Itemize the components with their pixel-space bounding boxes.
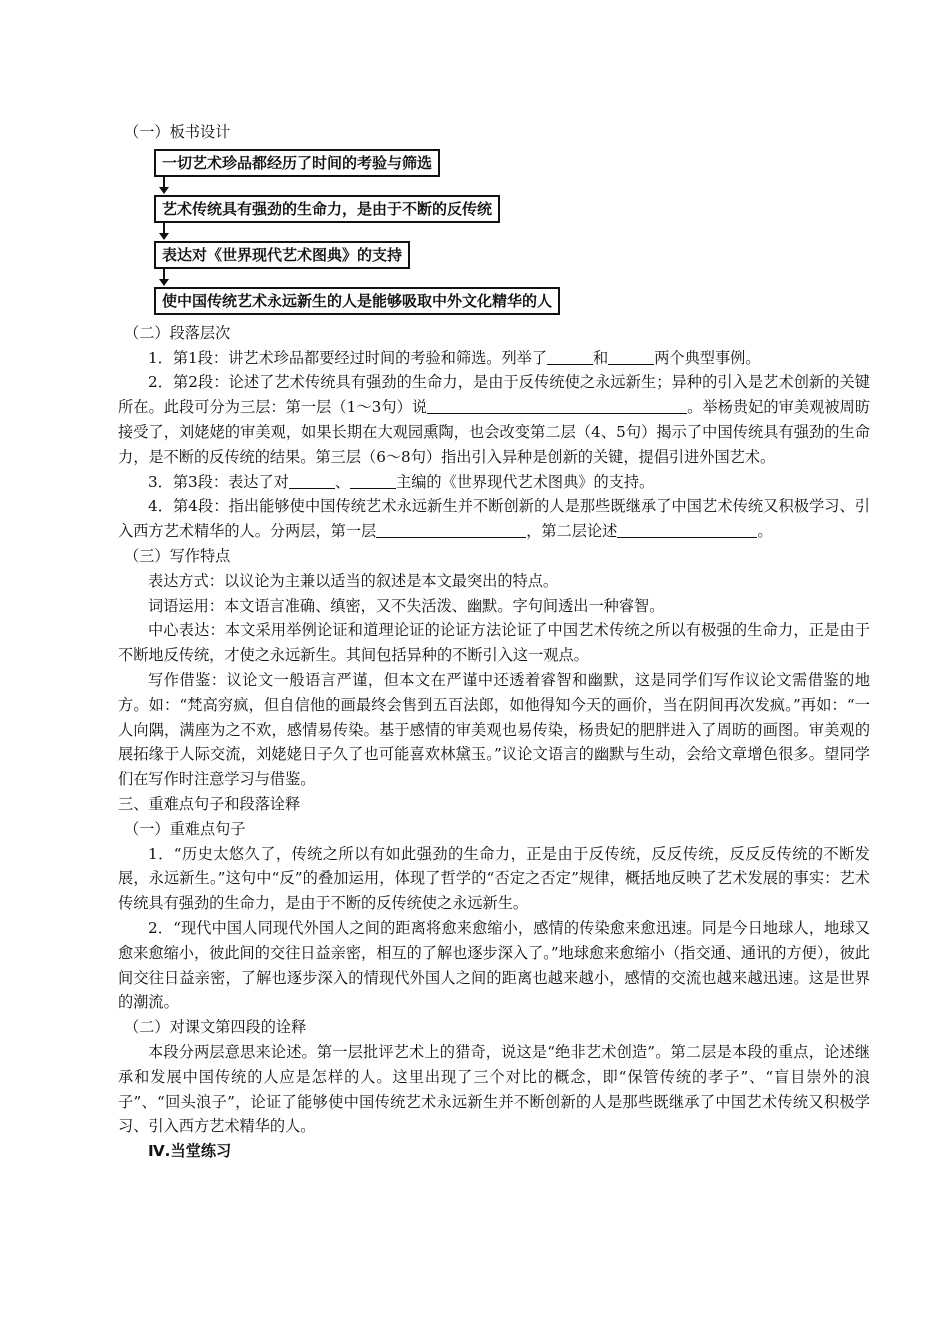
fill-blank[interactable] — [547, 348, 593, 365]
paragraph-level-1: 1．第1段：讲艺术珍品都要经过时间的考验和筛选。列举了 和 两个典型事例。 — [148, 348, 761, 367]
down-arrow-icon — [154, 269, 174, 287]
down-arrow-icon — [154, 223, 174, 241]
paragraph-level-4: 4．第4段：指出能够使中国传统艺术永远新生并不断创新的人是那些既继承了中国艺术传统又积极学习、引入西方艺术精华的人。分两层，第一层 ，第二层论述 。 — [118, 497, 870, 541]
section-3-heading: 三、重难点句子和段落诠释 — [118, 794, 301, 813]
flow-box-2: 艺术传统具有强劲的生命力，是由于不断的反传统 — [154, 195, 500, 223]
paragraph-4-explanation: 本段分两层意思来论述。第一层批评艺术上的猎奇，说这是“绝非艺术创造”。第二层是本段的重点，论述继承和发展中国传统的人应是怎样的人。这里出现了三个对比的概念，即“保管传统的孝子”、“盲目崇外的浪子”、“回头浪子”，论证了能够使中国传统艺术永远新生并不断创新的人是那些既继承了中国艺术传统又积极学习、引入西方艺术精华的人。 — [118, 1042, 870, 1136]
flow-box-3: 表达对《世界现代艺术图典》的支持 — [154, 241, 410, 269]
section-3-sub-1: （一）重难点句子 — [124, 819, 246, 838]
board-flowchart — [154, 149, 594, 315]
feature-expression: 表达方式：以议论为主兼以适当的叙述是本文最突出的特点。 — [148, 571, 559, 590]
section-3-sub-2: （二）对课文第四段的诠释 — [124, 1018, 307, 1037]
feature-wording: 词语运用：本文语言准确、缜密，又不失活泼、幽默。字句间透出一种睿智。 — [148, 596, 665, 615]
paragraph-level-2: 2．第2段：论述了艺术传统具有强劲的生命力，是由于反传统使之永远新生；异种的引入是艺术创新的关键所在。此段可分为三层：第一层（1～3句）说 。举杨贵妃的审美观被周昉接受了，刘姥姥的审美观，如果长期在大观园熏陶，也会改变第二层（4、5句）揭示了中国传统具有强劲的生命力，是不断的反传统的结果。第三层（6～8句）指出引入异种是创新的关键，提倡引进外国艺术。 — [118, 373, 871, 466]
features-heading: （三）写作特点 — [124, 546, 231, 565]
fill-blank[interactable] — [608, 348, 654, 365]
feature-center: 中心表达：本文采用举例论证和道理论证的论证方法论证了中国艺术传统之所以有极强的生命力，正是由于不断地反传统，才使之永远新生。其间包括异种的不断引入这一观点。 — [118, 621, 870, 665]
flow-box-1: 一切艺术珍品都经历了时间的考验与筛选 — [154, 149, 440, 177]
key-sentence-2: 2．“现代中国人同现代外国人之间的距离将愈来愈缩小，感情的传染愈来愈迅速。同是今日地球人，地球又愈来愈缩小，彼此间的交往日益亲密，相互的了解也逐步深入了。”地球愈来愈缩小（指交通、通讯的方便），彼此间交往日益亲密，了解也逐步深入的情现代外国人之间的距离也越来越小，感情的交流也越来越迅速。这是世界的潮流。 — [118, 918, 870, 1012]
board-heading: （一）板书设计 — [124, 123, 231, 141]
fill-blank[interactable] — [350, 472, 396, 489]
section-4-heading: Ⅳ.当堂练习 — [148, 1142, 232, 1161]
flow-box-4: 使中国传统艺术永远新生的人是能够吸取中外文化精华的人 — [154, 287, 560, 315]
levels-heading: （二）段落层次 — [124, 323, 231, 342]
document-page — [118, 120, 870, 1164]
paragraph-level-3: 3．第3段：表达了对 、 主编的《世界现代艺术图典》的支持。 — [148, 472, 655, 491]
fill-blank[interactable] — [427, 397, 687, 414]
fill-blank[interactable] — [376, 521, 526, 538]
down-arrow-icon — [154, 177, 174, 195]
key-sentence-1: 1．“历史太悠久了，传统之所以有如此强劲的生命力，正是由于反传统，反反传统，反反反传统的不断发展，永远新生。”这句中“反”的叠加运用，体现了哲学的“否定之否定”规律，概括地反映了艺术发展的事实：艺术传统具有强劲的生命力，是由于不断的反传统使之永远新生。 — [118, 844, 870, 913]
fill-blank[interactable] — [617, 521, 757, 538]
feature-reference: 写作借鉴：议论文一般语言严谨，但本文在严谨中还透着睿智和幽默，这是同学们写作议论文需借鉴的地方。如：“梵高穷疯，但自信他的画最终会售到五百法郎，如他得知今天的画价，当在阴间再次发疯。”再如：“一人向隅，满座为之不欢，感情易传染。基于感情的审美观也易传染，杨贵妃的肥胖进入了周昉的画图。审美观的展拓缘于人际交流，刘姥姥日子久了也可能喜欢林黛玉。”议论文语言的幽默与生动，会给文章增色很多。望同学们在写作时注意学习与借鉴。 — [118, 670, 870, 789]
fill-blank[interactable] — [289, 472, 335, 489]
